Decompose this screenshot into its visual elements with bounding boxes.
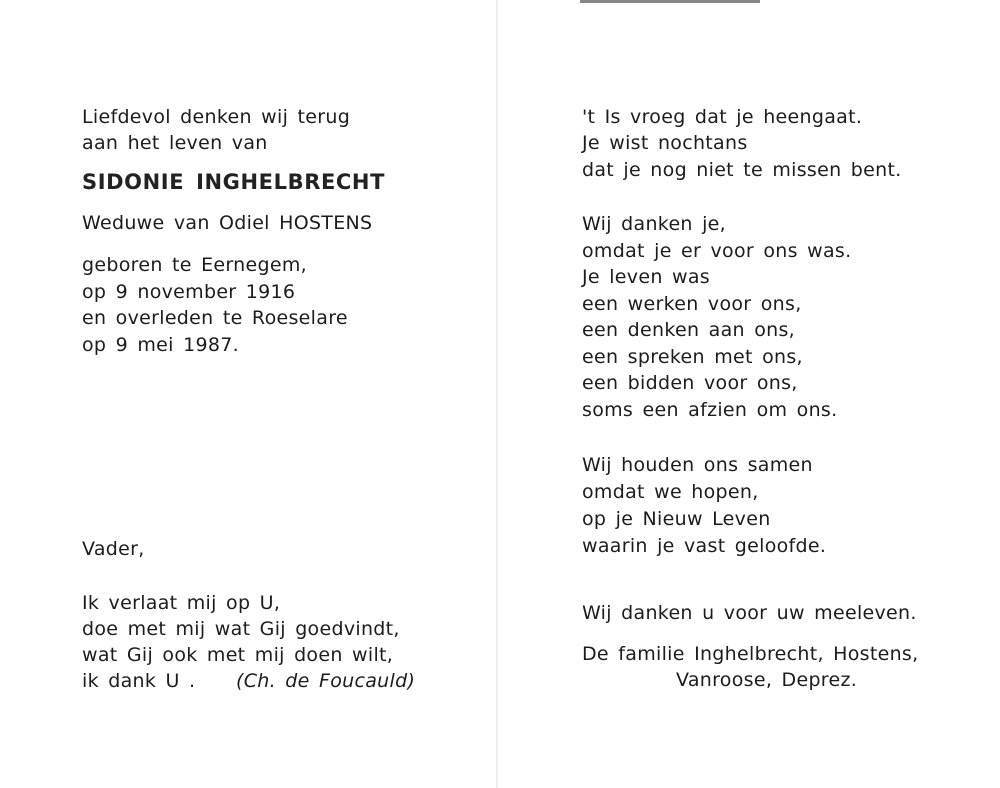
prayer-line-2: doe met mij wat Gij goedvindt, bbox=[82, 618, 400, 640]
family-line-1: De familie Inghelbrecht, Hostens, bbox=[582, 643, 919, 665]
stanza2-line-2: omdat je er voor ons was. bbox=[582, 240, 852, 262]
stanza3-line-1: Wij houden ons samen bbox=[582, 454, 813, 476]
thanks-line: Wij danken u voor uw meeleven. bbox=[582, 602, 917, 624]
family-line-2: Vanroose, Deprez. bbox=[676, 669, 858, 691]
prayer-heading: Vader, bbox=[82, 538, 145, 560]
prayer-line-4: ik dank U . bbox=[82, 670, 196, 692]
stanza2-line-8: soms een afzien om ons. bbox=[582, 399, 838, 421]
stanza1-line-1: 't Is vroeg dat je heengaat. bbox=[582, 106, 863, 128]
stanza2-line-7: een bidden voor ons, bbox=[582, 372, 798, 394]
prayer-line-3: wat Gij ook met mij doen wilt, bbox=[82, 644, 394, 666]
stanza2-line-1: Wij danken je, bbox=[582, 213, 727, 235]
top-edge-line bbox=[580, 0, 760, 3]
prayer-attribution: (Ch. de Foucauld) bbox=[236, 670, 416, 692]
detail-line-1: geboren te Eernegem, bbox=[82, 254, 307, 276]
stanza3-line-4: waarin je vast geloofde. bbox=[582, 535, 827, 557]
stanza2-line-4: een werken voor ons, bbox=[582, 293, 802, 315]
stanza2-line-5: een denken aan ons, bbox=[582, 319, 796, 341]
stanza2-line-6: een spreken met ons, bbox=[582, 346, 803, 368]
stanza1-line-2: Je wist nochtans bbox=[582, 132, 748, 154]
stanza2-line-3: Je leven was bbox=[582, 266, 710, 288]
prayer-line-1: Ik verlaat mij op U, bbox=[82, 592, 281, 614]
stanza3-line-3: op je Nieuw Leven bbox=[582, 508, 771, 530]
stanza3-line-2: omdat we hopen, bbox=[582, 481, 759, 503]
deceased-name: SIDONIE INGHELBRECHT bbox=[82, 170, 386, 194]
stanza1-line-3: dat je nog niet te missen bent. bbox=[582, 159, 902, 181]
widow-line: Weduwe van Odiel HOSTENS bbox=[82, 212, 373, 234]
card-fold bbox=[496, 0, 498, 788]
detail-line-4: op 9 mei 1987. bbox=[82, 334, 239, 356]
intro-line-2: aan het leven van bbox=[82, 132, 268, 154]
intro-line-1: Liefdevol denken wij terug bbox=[82, 106, 351, 128]
detail-line-3: en overleden te Roeselare bbox=[82, 307, 348, 329]
detail-line-2: op 9 november 1916 bbox=[82, 281, 296, 303]
